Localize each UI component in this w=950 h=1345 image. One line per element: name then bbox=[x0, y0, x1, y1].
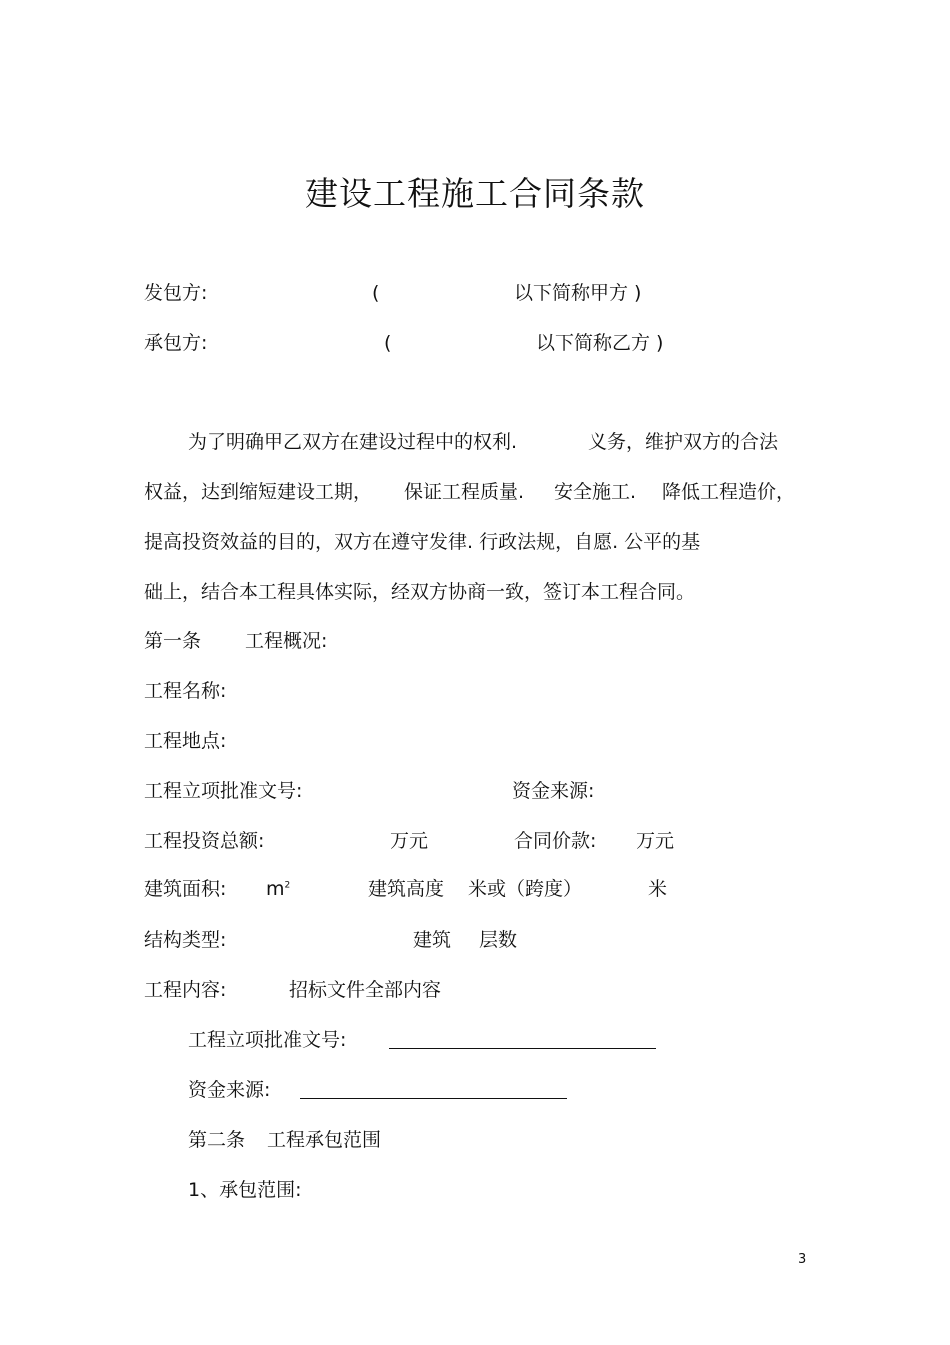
project-location-label: 工程地点: bbox=[144, 730, 227, 752]
preamble-line-1a: 为了明确甲乙双方在建设过程中的权利. bbox=[188, 431, 518, 453]
preamble-line-2b: 保证工程质量. bbox=[404, 481, 525, 503]
building-area-label: 建筑面积: bbox=[144, 878, 227, 900]
preamble-line-4: 础上，结合本工程具体实际，经双方协商一致，签订本工程合同。 bbox=[144, 581, 696, 603]
article-2-number: 第二条 bbox=[188, 1129, 246, 1151]
building-area-unit bbox=[266, 877, 290, 901]
page-number: 3 bbox=[798, 1252, 807, 1267]
funding-source-label-2: 资金来源: bbox=[188, 1079, 271, 1101]
investment-unit: 万元 bbox=[390, 830, 429, 852]
structure-type-label: 结构类型: bbox=[144, 929, 227, 951]
approval-number-label: 工程立项批准文号: bbox=[144, 780, 303, 802]
employer-note: 以下简称甲方 ) bbox=[514, 282, 642, 304]
building-height-label: 建筑高度 bbox=[368, 878, 445, 900]
preamble-line-2c: 安全施工. bbox=[554, 481, 637, 503]
article-1-heading: 工程概况: bbox=[245, 630, 328, 652]
contractor-paren-open: ( bbox=[384, 332, 392, 354]
preamble-line-3: 提高投资效益的目的，双方在遵守发律. 行政法规，自愿. 公平的基 bbox=[144, 531, 701, 553]
approval-number-blank bbox=[389, 1048, 656, 1049]
contractor-note: 以下简称乙方 ) bbox=[536, 332, 664, 354]
building-label: 建筑 bbox=[413, 929, 452, 951]
area-unit-superscript: 2 bbox=[284, 880, 291, 891]
article-2-item-1: 1、承包范围: bbox=[188, 1179, 302, 1201]
contractor-label: 承包方: bbox=[144, 332, 208, 354]
funding-source-blank bbox=[300, 1098, 567, 1099]
preamble-line-2a: 权益，达到缩短建设工期， bbox=[144, 481, 373, 503]
preamble-line-2d: 降低工程造价， bbox=[662, 481, 796, 503]
article-2-title: 工程承包范围 bbox=[267, 1129, 382, 1151]
project-content-value: 招标文件全部内容 bbox=[289, 979, 442, 1001]
article-1-number: 第一条 bbox=[144, 630, 202, 652]
approval-number-label-2: 工程立项批准文号: bbox=[188, 1029, 347, 1051]
employer-label: 发包方: bbox=[144, 282, 208, 304]
floors-label: 层数 bbox=[479, 929, 518, 951]
project-name-label: 工程名称: bbox=[144, 680, 227, 702]
employer-paren-open: ( bbox=[372, 282, 380, 304]
funding-source-label: 资金来源: bbox=[512, 780, 595, 802]
project-content-label: 工程内容: bbox=[144, 979, 227, 1001]
area-unit-base: m bbox=[266, 878, 285, 900]
building-height-unit: 米或（跨度） bbox=[468, 878, 583, 900]
document-title: 建设工程施工合同条款 bbox=[305, 174, 645, 213]
span-unit: 米 bbox=[648, 878, 668, 900]
contract-price-unit: 万元 bbox=[636, 830, 675, 852]
investment-total-label: 工程投资总额: bbox=[144, 830, 265, 852]
preamble-line-1b: 义务，维护双方的合法 bbox=[588, 431, 779, 453]
contract-price-label: 合同价款: bbox=[514, 830, 597, 852]
